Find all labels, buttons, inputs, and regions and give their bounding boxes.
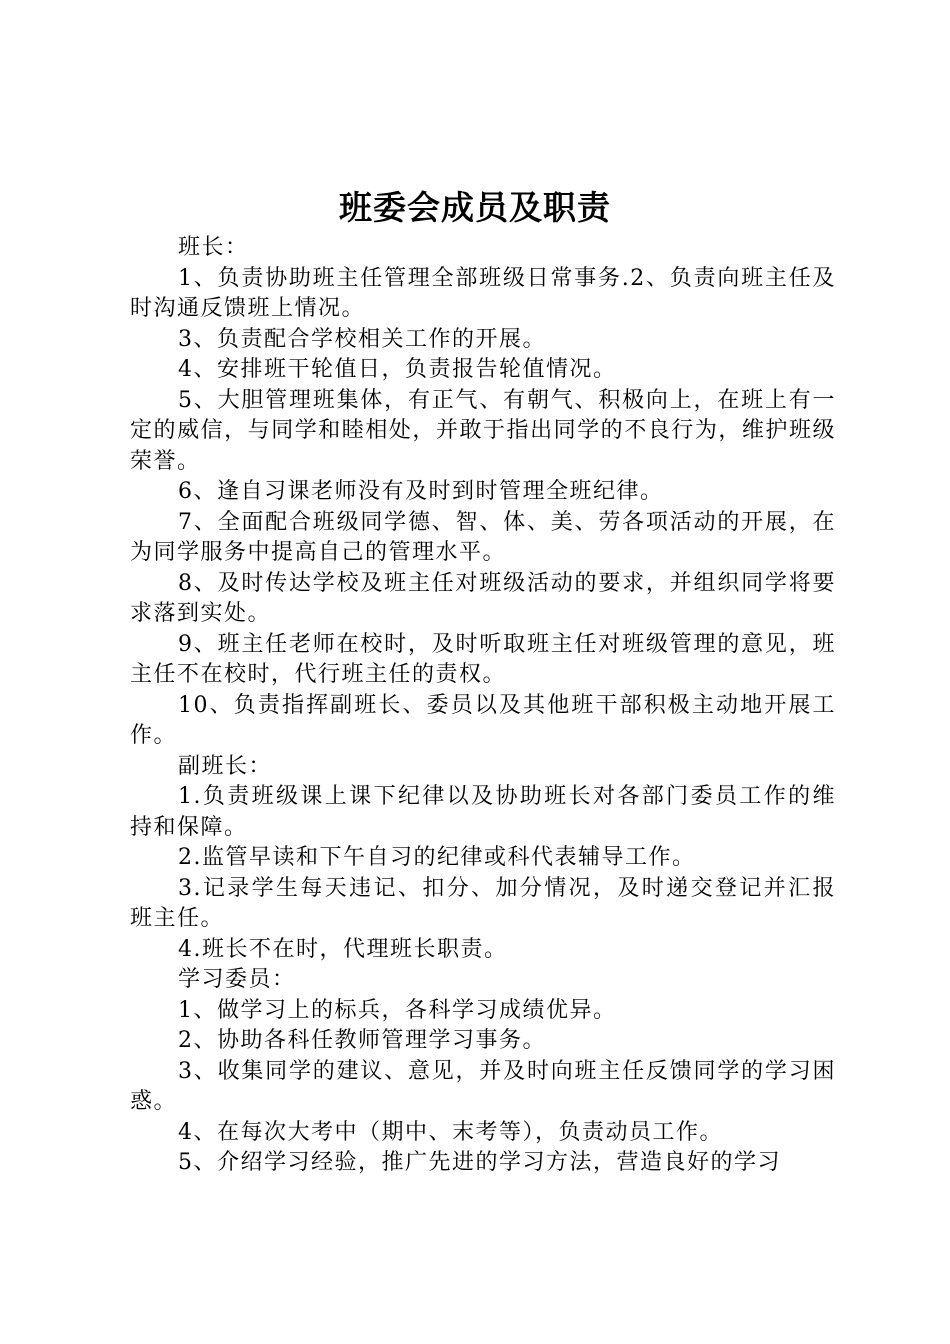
paragraph: 6、逢自习课老师没有及时到时管理全班纪律。	[178, 479, 664, 504]
document-body	[130, 233, 836, 1179]
paragraph: 4、在每次大考中（期中、末考等），负责动员工作。	[178, 1119, 723, 1145]
document-title: 班委会成员及职责	[339, 188, 611, 227]
paragraph: 7、全面配合班级同学德、智、体、美、劳各项活动的开展，在为同学服务中提高自己的管理水平。	[130, 509, 836, 565]
paragraph: 1、负责协助班主任管理全部班级日常事务.2、负责向班主任及时沟通反馈班上情况。	[130, 265, 836, 321]
paragraph-heading-monitor: 班长：	[178, 235, 249, 260]
paragraph: 5、大胆管理班集体，有正气、有朝气、积极向上，在班上有一定的威信，与同学和睦相处，并敢于指出同学的不良行为，维护班级荣誉。	[130, 387, 836, 474]
paragraph: 2.监管早读和下午自习的纪律或科代表辅导工作。	[178, 845, 696, 870]
paragraph: 1、做学习上的标兵，各科学习成绩优异。	[178, 997, 617, 1023]
paragraph: 8、及时传达学校及班主任对班级活动的要求，并组织同学将要求落到实处。	[130, 570, 836, 626]
paragraph: 9、班主任老师在校时，及时听取班主任对班级管理的意见，班主任不在校时，代行班主任的责权。	[130, 631, 836, 687]
paragraph: 4.班长不在时，代理班长职责。	[178, 936, 508, 962]
paragraph: 2、协助各科任教师管理学习事务。	[178, 1028, 546, 1053]
paragraph: 3、收集同学的建议、意见，并及时向班主任反馈同学的学习困惑。	[130, 1058, 836, 1114]
paragraph: 3、负责配合学校相关工作的开展。	[178, 326, 546, 352]
paragraph: 10、负责指挥副班长、委员以及其他班干部积极主动地开展工作。	[130, 692, 836, 748]
paragraph: 5、介绍学习经验，推广先进的学习方法，营造良好的学习	[178, 1150, 781, 1175]
paragraph-heading-study-committee: 学习委员：	[178, 967, 296, 992]
paragraph: 1.负责班级课上课下纪律以及协助班长对各部门委员工作的维持和保障。	[130, 784, 836, 840]
paragraph: 4、安排班干轮值日，负责报告轮值情况。	[178, 357, 617, 382]
paragraph-heading-vice-monitor: 副班长：	[178, 753, 273, 779]
paragraph: 3.记录学生每天违记、扣分、加分情况，及时递交登记并汇报班主任。	[130, 875, 836, 931]
